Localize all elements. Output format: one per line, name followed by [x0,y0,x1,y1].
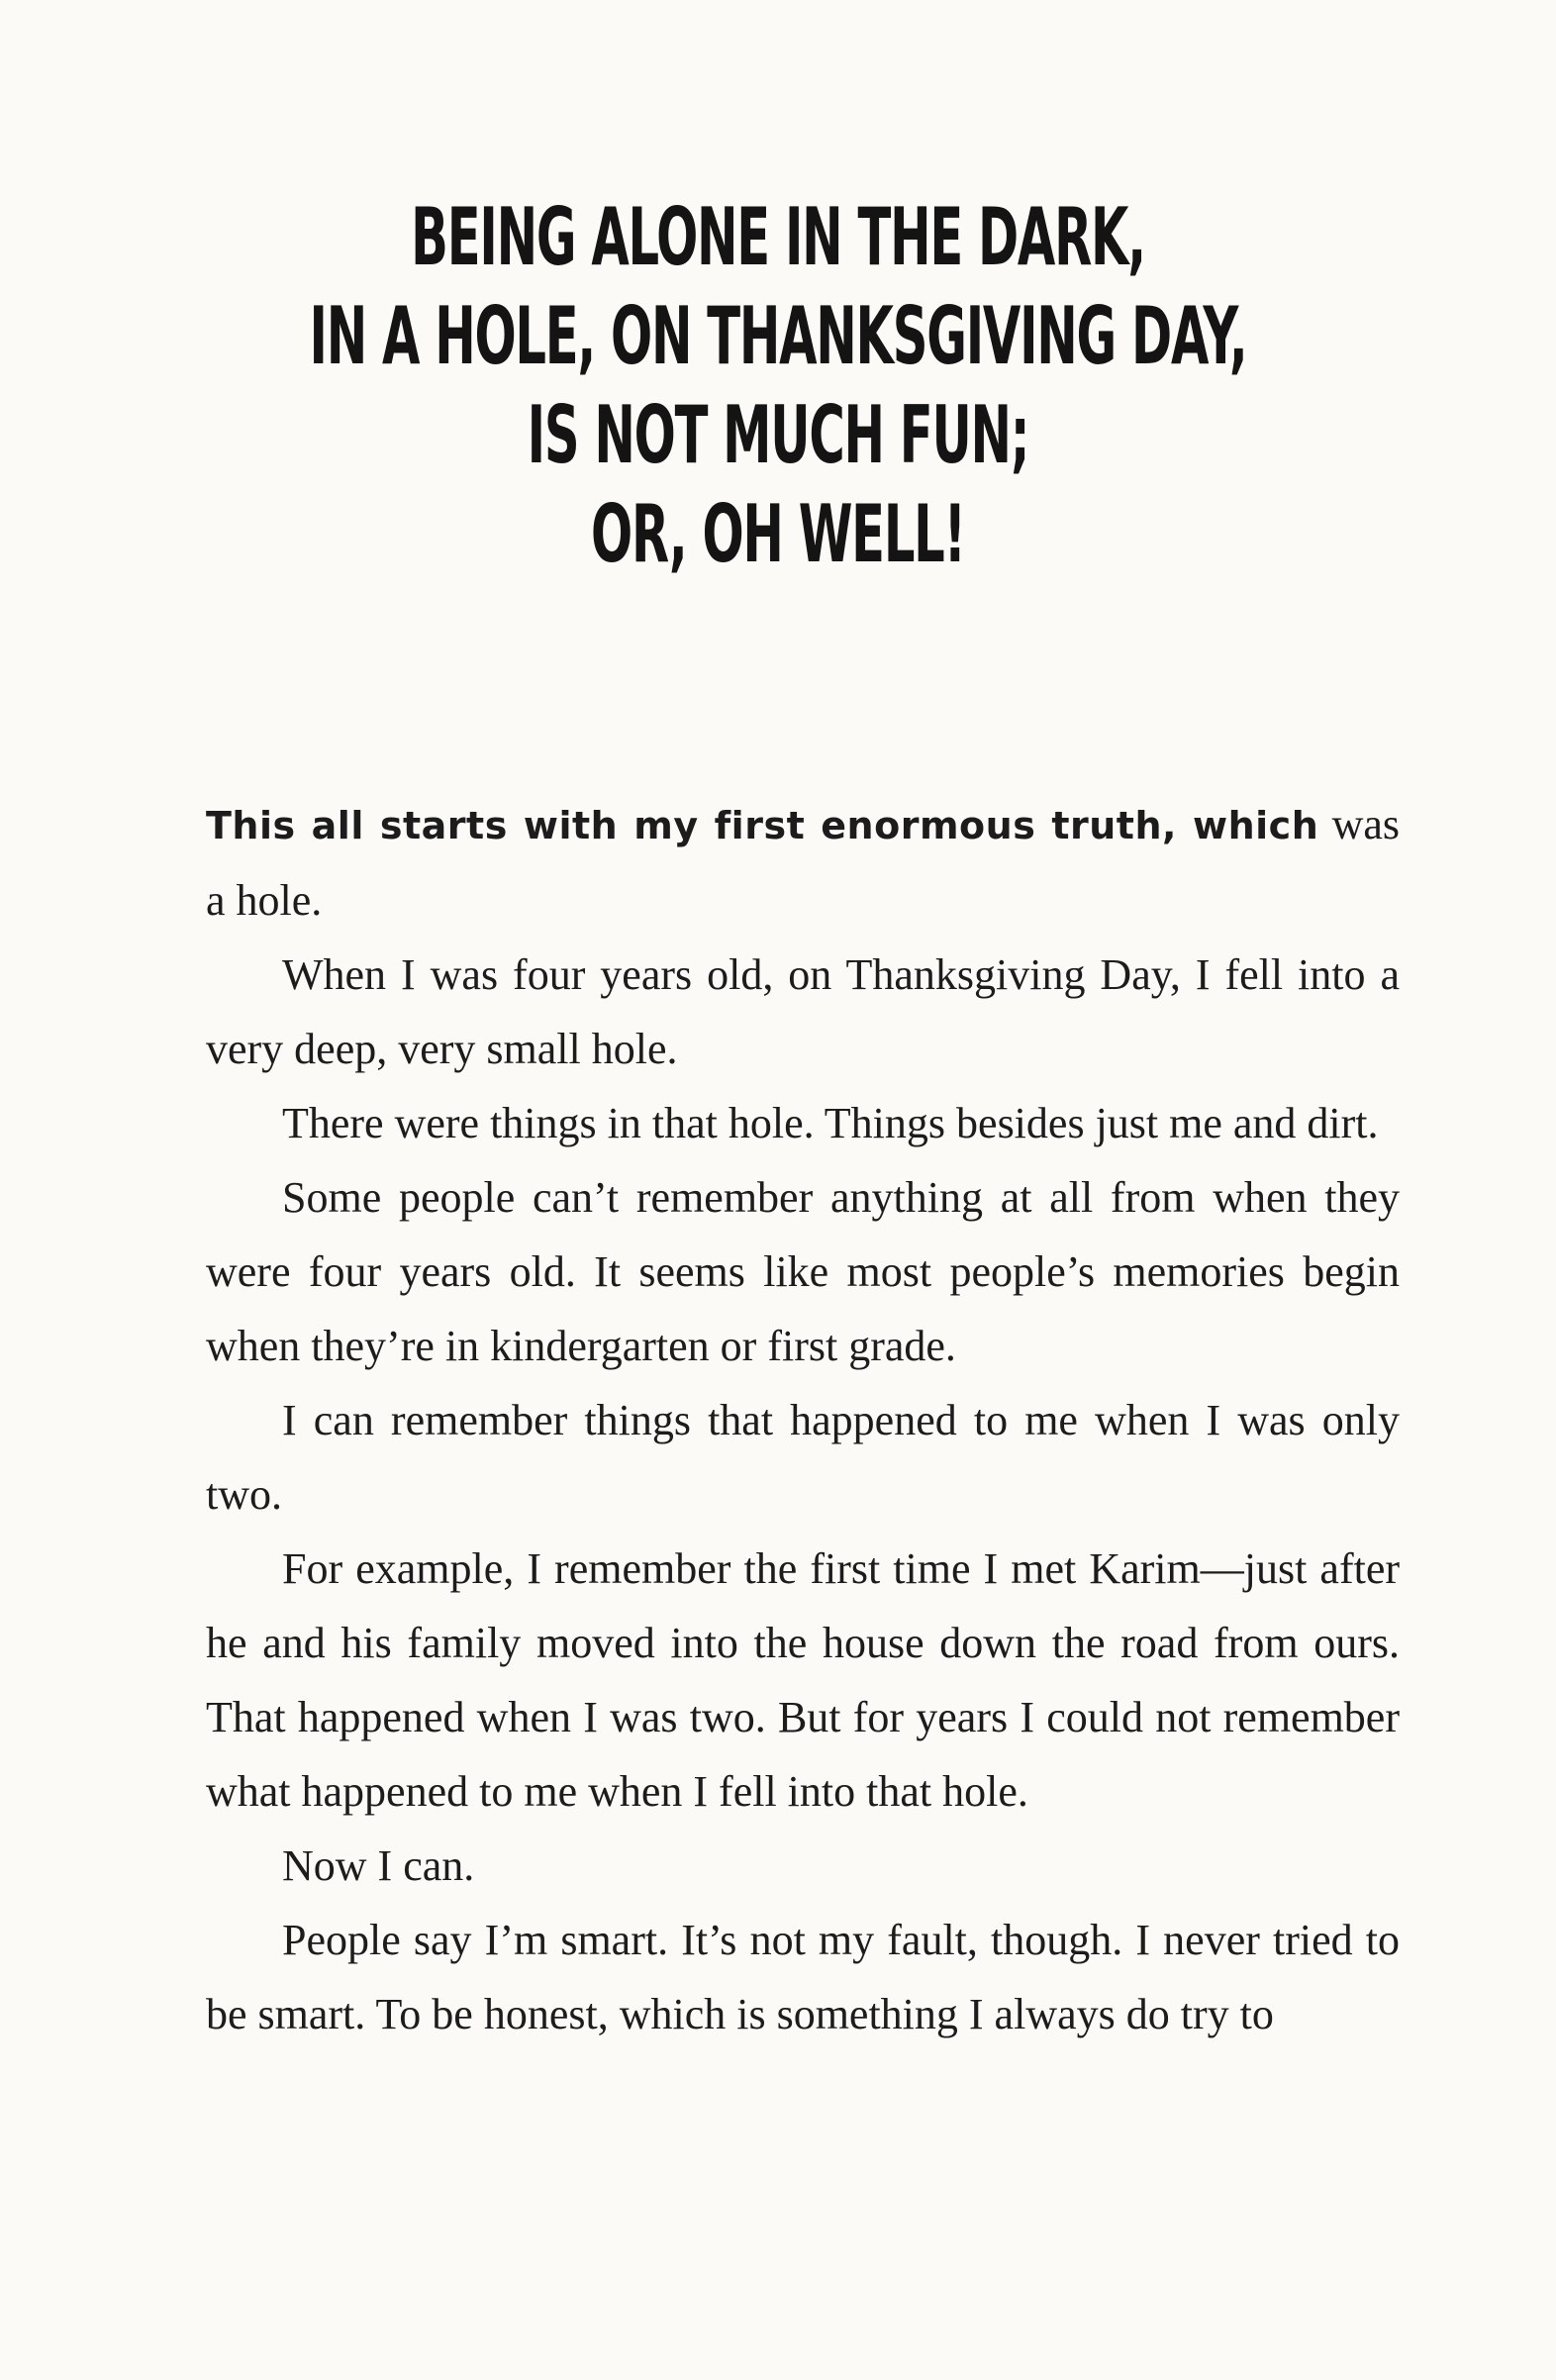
paragraph: Now I can. [282,1841,475,1890]
chapter-title-line: IN A HOLE, ON THANKSGIVING DAY, [309,290,1247,382]
paragraph: When I was four years old, on Thanksgiving Day, I fell into a very deep, very small hole. [206,950,1400,1073]
paragraph: Some people can’t remember anything at all from when they were four years old. It seems like most people’s memories begin when they’re in kindergarten or first grade. [206,1173,1400,1370]
chapter-title-line: OR, OH WELL! [591,488,965,580]
paragraph: For example, I remember the first time I met Karim—just after he and his family moved into the house down the road from ours. That happened when I was two. But for years I could not remember what happened to me when I fell into that hole. [206,1544,1400,1816]
paragraph: I can remember things that happened to me when I was only two. [206,1396,1400,1519]
opening-paragraph-rest: was a hole. [206,800,1400,925]
chapter-title-line: IS NOT MUCH FUN; [527,389,1029,481]
paragraph: There were things in that hole. Things besides just me and dirt. [282,1099,1379,1147]
chapter-title [0,188,1556,584]
body-text [206,787,1400,2051]
chapter-title-line: BEING ALONE IN THE DARK, [411,191,1145,283]
opening-paragraph [206,787,1400,938]
paragraph: People say I’m smart. It’s not my fault, though. I never tried to be smart. To be honest, which is something I always do try to [206,1916,1400,2038]
lead-in-text: This all starts with my first enormous truth, which [206,804,1319,847]
